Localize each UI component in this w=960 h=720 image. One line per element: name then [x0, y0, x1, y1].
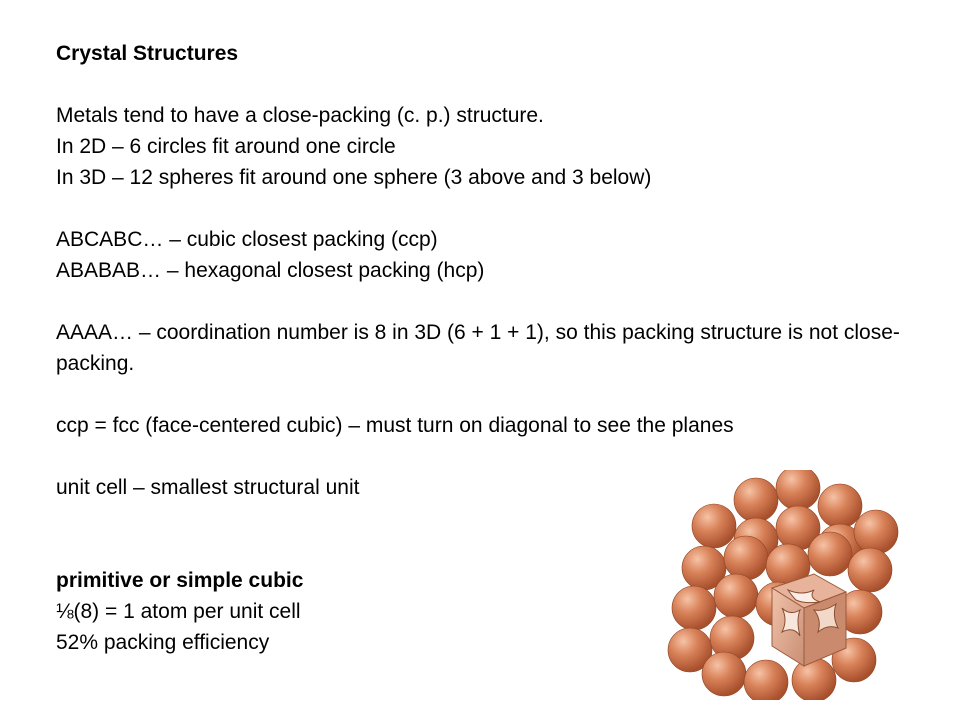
- intro-line: Metals tend to have a close-packing (c. p.) structure.: [56, 104, 544, 127]
- sphere: [734, 478, 778, 522]
- unit-cell-line: unit cell – smallest structural unit: [56, 476, 360, 499]
- sphere: [808, 532, 852, 576]
- sphere: [848, 548, 892, 592]
- sphere: [672, 586, 716, 630]
- sphere: [692, 504, 736, 548]
- unit-cell-cube: [772, 574, 846, 666]
- sphere: [818, 484, 862, 528]
- sphere: [744, 660, 788, 700]
- section-title: primitive or simple cubic: [56, 569, 304, 592]
- packing-efficiency: 52% packing efficiency: [56, 631, 270, 654]
- packing-line-hcp: ABABAB… – hexagonal closest packing (hcp): [56, 259, 485, 282]
- spacer: [56, 379, 936, 410]
- slide-title: Crystal Structures: [56, 42, 239, 65]
- intro-line: In 2D – 6 circles fit around one circle: [56, 135, 396, 158]
- sphere: [702, 652, 746, 696]
- sphere: [724, 536, 768, 580]
- spacer: [56, 441, 936, 472]
- sphere: [854, 510, 898, 554]
- aaaa-note: AAAA… – coordination number is 8 in 3D (6 + 1 + 1), so this packing structure is not close-packing.: [56, 321, 900, 375]
- sphere-packing-icon: [664, 470, 914, 700]
- sphere: [792, 658, 836, 700]
- spacer: [56, 193, 936, 224]
- spacer: [56, 286, 936, 317]
- cubic-sphere-packing-illustration: [664, 470, 914, 700]
- sphere: [714, 574, 758, 618]
- intro-line: In 3D – 12 spheres fit around one sphere (3 above and 3 below): [56, 166, 652, 189]
- sphere: [776, 470, 820, 510]
- packing-line-ccp: ABCABC… – cubic closest packing (ccp): [56, 228, 438, 251]
- ccp-fcc-line: ccp = fcc (face-centered cubic) – must turn on diagonal to see the planes: [56, 414, 734, 437]
- spacer: [56, 69, 936, 100]
- atoms-per-cell: ⅛(8) = 1 atom per unit cell: [56, 600, 301, 623]
